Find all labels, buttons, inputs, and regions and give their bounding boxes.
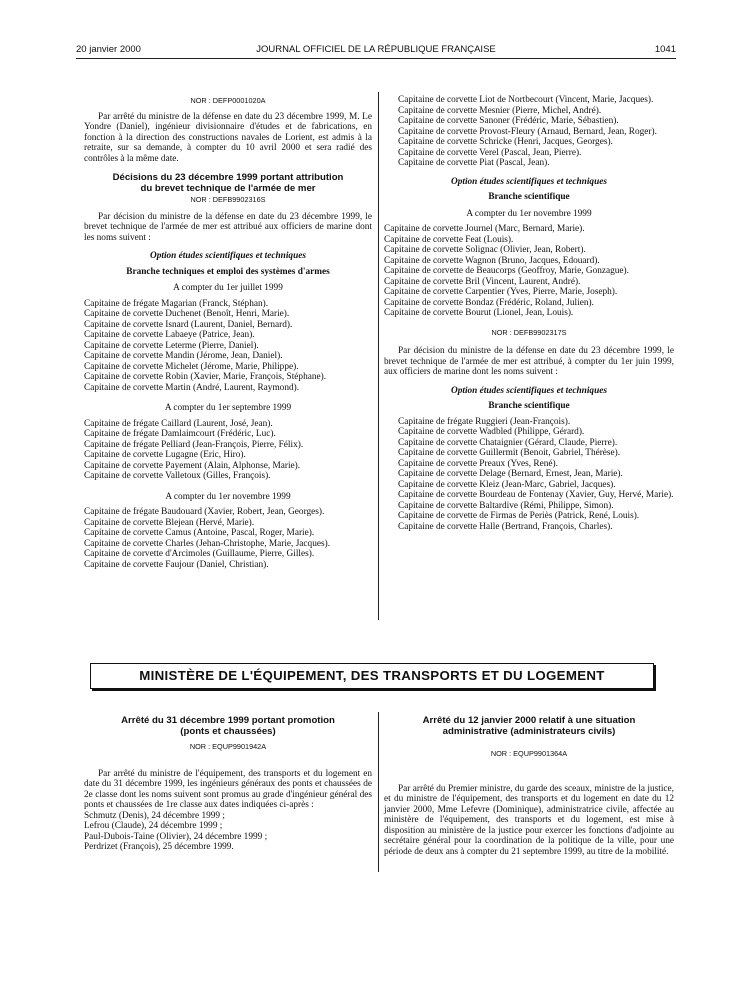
nor-ref: NOR : DEFB9902316S: [190, 195, 266, 204]
paragraph: Par arrêté du ministre de la défense en date du 23 décembre 1999, M. Le Yondre (Daniel), ingénieur divisionnaire d'études et de fabrications, en fonction à la direction des constructions navales de Lorient, est admis à la retraite, sur sa demande, à compter du 10 avril 2000 et sera radié des contrôles à la même date.: [84, 111, 372, 164]
list-item: Capitaine de corvette Duchenet (Benoît, Henri, Marie).: [84, 309, 290, 319]
list-item: Capitaine de corvette Guillermit (Benoit, Gabriel, Thérèse).: [398, 448, 621, 458]
list-item: Capitaine de corvette d'Arcimoles (Guillaume, Pierre, Gilles).: [84, 549, 315, 559]
list-item: Capitaine de frégate Ruggieri (Jean-François).: [398, 416, 571, 427]
list-item: Paul-Dubois-Taine (Olivier), 24 décembre 1999 ;: [84, 831, 268, 842]
paragraph: Par arrêté du Premier ministre, du garde des sceaux, ministre de la justice, et du ministre de l'équipement, des transports et du logement en date du 12 janvier 2000, Mme Lefevre (Dominique), administratrice civile, affectée au ministère de l'équipement, des transports et du logement, est mise à disposition au ministère de la justice pour exercer les fonctions d'adjointe au secrétaire général pour la coordination de la politique de la ville, pour une période de deux ans à compter du 21 septembre 1999, au titre de la mobilité.: [384, 783, 674, 857]
left-column-top: [84, 96, 372, 570]
nor-ref: NOR : DEFP0001020A: [190, 96, 266, 105]
list-item: Capitaine de corvette Bourdeau de Fontenay (Xavier, Guy, Hervé, Marie).: [398, 490, 674, 500]
list-item: Capitaine de corvette de Beaucorps (Geoffroy, Marie, Gonzague).: [384, 266, 629, 276]
list-item: Capitaine de corvette Delage (Bernard, Ernest, Jean, Marie).: [398, 469, 623, 479]
decree-title-line1: Arrêté du 12 janvier 2000 relatif à une situation: [422, 715, 636, 726]
option-heading: Option études scientifiques et techniques: [451, 385, 607, 396]
officer-list: [384, 417, 674, 533]
ministry-banner: MINISTÈRE DE L'ÉQUIPEMENT, DES TRANSPORTS ET DU LOGEMENT: [90, 663, 654, 689]
decision-title-line2: du brevet technique de l'armée de mer: [140, 182, 316, 194]
list-item: Capitaine de corvette Verel (Pascal, Jean, Pierre).: [398, 147, 582, 158]
effective-date: A compter du 1er novembre 1999: [165, 491, 291, 502]
branch-heading: Branche scientifique: [488, 401, 570, 411]
list-item: Capitaine de corvette Wagnon (Bruno, Jacques, Edouard).: [384, 255, 600, 266]
list-item: Capitaine de corvette Piat (Pascal, Jean).: [398, 158, 550, 168]
paragraph: Par décision du ministre de la défense en date du 23 décembre 1999, le brevet technique de l'armée de mer est attribué, à compter du 1er juin 1999, aux officiers de marine dont les noms suivent :: [384, 346, 674, 377]
list-item: Capitaine de corvette Isnard (Laurent, Daniel, Bernard).: [84, 319, 293, 330]
paragraph: Par décision du ministre de la défense en date du 23 décembre 1999, le brevet technique de l'armée de mer est attribué aux officiers de marine dont les noms suivent :: [84, 211, 372, 243]
list-item: Capitaine de corvette Bril (Vincent, Laurent, André).: [384, 276, 581, 287]
officer-list: [84, 419, 372, 482]
list-item: Capitaine de corvette Chataignier (Gérard, Claude, Pierre).: [398, 437, 618, 448]
list-item: Capitaine de corvette Mandin (Jérome, Jean, Daniel).: [84, 351, 283, 361]
officer-list: [384, 95, 674, 169]
nor-ref: NOR : EQUP9901364A: [490, 749, 568, 758]
officer-list: [84, 507, 372, 570]
list-item: Capitaine de corvette Mesnier (Pierre, Michel, André).: [398, 105, 602, 116]
list-item: Capitaine de corvette Bourut (Lionel, Jean, Louis).: [384, 308, 574, 318]
list-item: Capitaine de frégate Baudouard (Xavier, Robert, Jean, Georges).: [84, 507, 325, 517]
list-item: Capitaine de corvette Payement (Alain, Alphonse, Marie).: [84, 460, 301, 471]
column-divider-bottom: [378, 712, 379, 872]
list-item: Capitaine de corvette Michelet (Jérome, Marie, Philippe).: [84, 361, 299, 372]
branch-heading: Branche techniques et emploi des systèmes d'armes: [126, 266, 330, 277]
list-item: Capitaine de corvette Bondaz (Frédéric, Roland, Julien).: [384, 297, 594, 308]
list-item: Capitaine de corvette Camus (Antoine, Pascal, Roger, Marie).: [84, 528, 315, 538]
decision-title-line1: Décisions du 23 décembre 1999 portant attribution: [112, 172, 344, 183]
left-column-bottom: [84, 716, 372, 853]
list-item: Capitaine de corvette Baltardive (Rémi, Philippe, Simon).: [398, 500, 614, 511]
option-heading: Option études scientifiques et techniques: [451, 176, 607, 187]
right-column-top: [384, 95, 674, 532]
list-item: Capitaine de frégate Pelliard (Jean-François, Pierre, Félix).: [84, 439, 304, 450]
list-item: Capitaine de corvette Schricke (Henri, Jacques, Georges).: [398, 137, 613, 147]
list-item: Capitaine de corvette Valletoux (Gilles, François).: [84, 471, 271, 481]
list-item: Capitaine de corvette Faujour (Daniel, Christian).: [84, 559, 269, 570]
page-number: 1041: [654, 44, 676, 55]
officer-list: [384, 224, 674, 319]
right-column-bottom: [384, 716, 674, 857]
list-item: Capitaine de frégate Magarian (Franck, Stéphan).: [84, 298, 269, 309]
list-item: Schmutz (Denis), 24 décembre 1999 ;: [84, 810, 225, 821]
nor-ref: NOR : DEFB9902317S: [491, 327, 567, 337]
option-heading: Option études scientifiques et techniques: [150, 251, 306, 261]
header-rule: [76, 58, 676, 59]
list-item: Capitaine de corvette Robin (Xavier, Marie, François, Stéphane).: [84, 372, 327, 382]
list-item: Capitaine de corvette Kleiz (Jean-Marc, Gabriel, Jacques).: [398, 479, 616, 490]
list-item: Capitaine de corvette Charles (Jehan-Christophe, Marie, Jacques).: [84, 538, 331, 549]
effective-date: A compter du 1er septembre 1999: [164, 403, 292, 413]
header-date: 20 janvier 2000: [76, 44, 141, 55]
list-item: Capitaine de corvette Martin (André, Laurent, Raymond).: [84, 382, 300, 393]
list-item: Capitaine de corvette Labaeye (Patrice, Jean).: [84, 330, 255, 340]
list-item: Capitaine de frégate Damlaimcourt (Frédéric, Luc).: [84, 429, 276, 439]
branch-heading: Branche scientifique: [488, 192, 570, 202]
list-item: Capitaine de corvette Feat (Louis).: [384, 234, 514, 245]
list-item: Perdrizet (François), 25 décembre 1999.: [84, 842, 234, 852]
list-item: Capitaine de frégate Caillard (Laurent, José, Jean).: [84, 418, 273, 429]
list-item: Capitaine de corvette Carpentier (Yves, Pierre, Marie, Joseph).: [384, 287, 618, 297]
list-item: Capitaine de corvette Leterme (Pierre, Daniel).: [84, 340, 259, 351]
list-item: Lefrou (Claude), 24 décembre 1999 ;: [84, 821, 223, 831]
list-item: Capitaine de corvette Journel (Marc, Bernard, Marie).: [384, 224, 585, 234]
list-item: Capitaine de corvette Blejean (Hervé, Marie).: [84, 517, 255, 528]
page-header: [76, 44, 676, 58]
list-item: Capitaine de corvette Halle (Bertrand, François, Charles).: [398, 521, 613, 532]
list-item: Capitaine de corvette Lugagne (Eric, Hiro).: [84, 450, 246, 460]
nor-ref: NOR : EQUP9901942A: [189, 742, 267, 751]
list-item: Capitaine de corvette Wadbled (Philippe, Gérard).: [398, 427, 585, 437]
list-item: Capitaine de corvette Liot de Nortbecourt (Vincent, Marie, Jacques).: [398, 95, 654, 105]
list-item: Capitaine de corvette Preaux (Yves, René).: [398, 458, 558, 469]
journal-title: JOURNAL OFFICIEL DE LA RÉPUBLIQUE FRANÇAISE: [256, 44, 496, 55]
column-divider-top: [378, 92, 379, 620]
decree-title-line2: administrative (administrateurs civils): [442, 725, 616, 737]
list-item: Capitaine de corvette de Firmas de Periès (Patrick, René, Louis).: [398, 511, 640, 521]
officer-list: [84, 299, 372, 394]
list-item: Capitaine de corvette Solignac (Olivier, Jean, Robert).: [384, 245, 586, 255]
effective-date: A compter du 1er juillet 1999: [173, 283, 283, 293]
decree-title-line1: Arrêté du 31 décembre 1999 portant promotion: [121, 715, 335, 726]
list-item: Capitaine de corvette Provost-Fleury (Arnaud, Bernard, Jean, Roger).: [398, 126, 657, 137]
promotion-list: [84, 811, 372, 853]
list-item: Capitaine de corvette Sanoner (Frédéric, Marie, Sébastien).: [398, 116, 619, 126]
decree-title-line2: (ponts et chaussées): [180, 725, 276, 737]
effective-date: A compter du 1er novembre 1999: [466, 208, 592, 219]
paragraph: Par arrêté du ministre de l'équipement, des transports et du logement en date du 31 décembre 1999, les ingénieurs généraux des ponts et chaussées de 2e classe dont les noms suivent sont promus au grade d'ingénieur général des ponts et chaussées de 1re classe aux dates indiquées ci-après :: [84, 768, 372, 810]
